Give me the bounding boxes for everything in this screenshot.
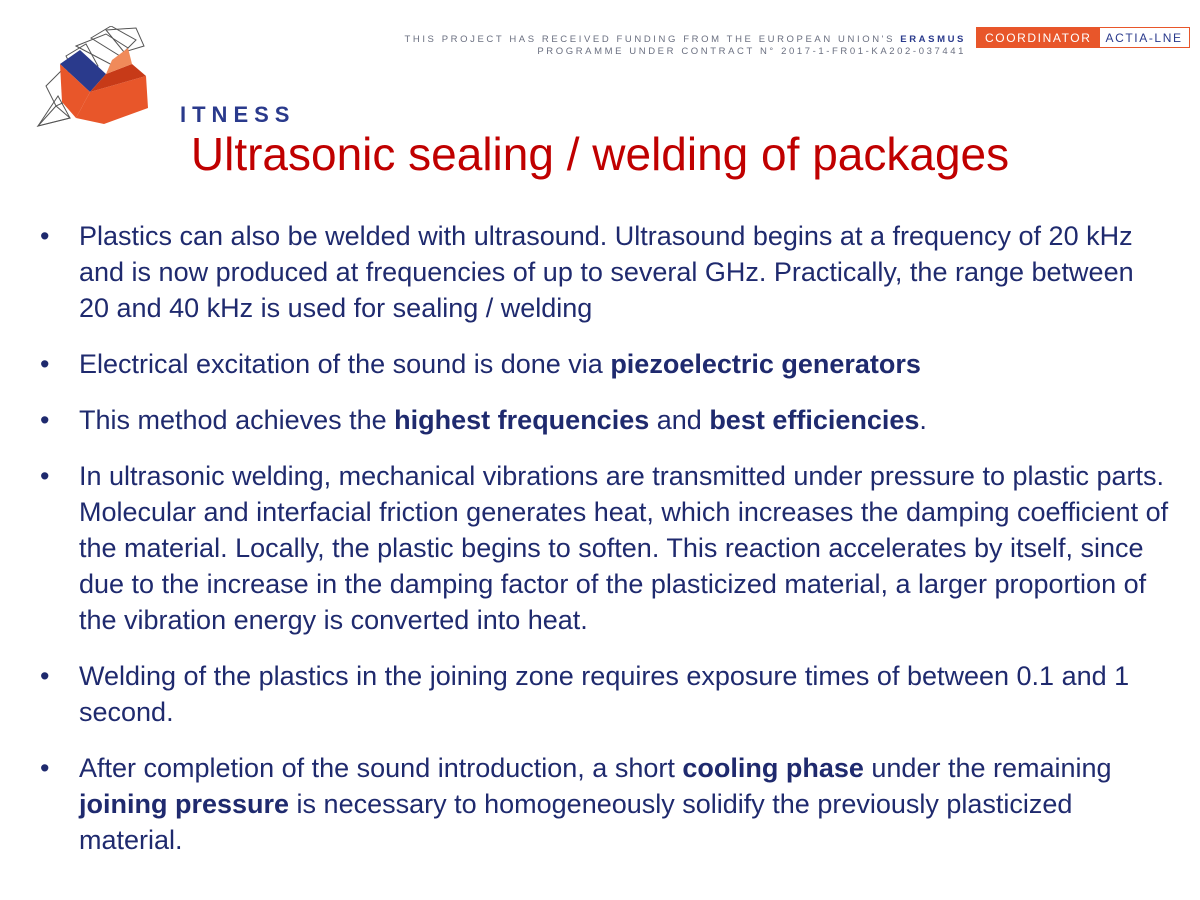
- bullet-text: In ultrasonic welding, mechanical vibrations are transmitted under pressure to plastic parts. Molecular and interfacial friction generates heat, which increases the damping coefficient of the material. Locally, the plastic begins to soften. This reaction accelerates by itself, since due to the increase in the damping factor of the plasticized material, a larger proportion of the vibration energy is converted into heat.: [79, 461, 1169, 635]
- bullet-emphasis: piezoelectric generators: [610, 349, 921, 379]
- bullet-list: [40, 218, 1170, 878]
- bullet-text: and: [649, 405, 710, 435]
- bullet-text: Welding of the plastics in the joining zone requires exposure times of between 0.1 and 1 second.: [79, 661, 1130, 727]
- bullet-text: After completion of the sound introduction, a short: [79, 753, 683, 783]
- fitness-logo: [36, 26, 296, 136]
- bullet-item: [40, 458, 1170, 638]
- bullet-marker: •: [40, 661, 50, 691]
- bullet-item: [40, 402, 1170, 438]
- bullet-text: Electrical excitation of the sound is done via: [79, 349, 611, 379]
- bullet-emphasis: joining pressure: [79, 789, 290, 819]
- bullet-item: [40, 750, 1170, 858]
- bullet-item: [40, 346, 1170, 382]
- coordinator-name: ACTIA-LNE: [1100, 28, 1189, 47]
- bullet-emphasis: cooling phase: [682, 753, 864, 783]
- slide-title: Ultrasonic sealing / welding of packages: [190, 128, 1010, 180]
- funding-programme-name: ERASMUS: [900, 34, 966, 45]
- funding-line-1: [404, 34, 966, 46]
- bullet-marker: •: [40, 221, 50, 251]
- logo-letter: F: [153, 102, 169, 127]
- bullet-marker: •: [40, 349, 50, 379]
- funding-notice: [404, 34, 966, 58]
- bullet-marker: •: [40, 753, 50, 783]
- bullet-item: [40, 218, 1170, 326]
- coordinator-badge: [976, 27, 1190, 48]
- book-origami-icon: [36, 26, 166, 136]
- funding-line-2: PROGRAMME UNDER CONTRACT N° 2017-1-FR01-KA202-037441: [537, 46, 966, 57]
- bullet-text: .: [919, 405, 927, 435]
- bullet-emphasis: highest frequencies: [394, 405, 650, 435]
- bullet-marker: •: [40, 461, 50, 491]
- logo-wordmark: ITNESS: [180, 102, 296, 127]
- bullet-emphasis: best efficiencies: [709, 405, 920, 435]
- bullet-item: [40, 658, 1170, 730]
- bullet-text: under the remaining: [863, 753, 1112, 783]
- bullet-marker: •: [40, 405, 50, 435]
- coordinator-label: COORDINATOR: [977, 28, 1100, 47]
- bullet-text: is necessary to homogeneously solidify the previously plasticized material.: [79, 789, 1073, 855]
- bullet-text: This method achieves the: [79, 405, 395, 435]
- bullet-text: Plastics can also be welded with ultrasound. Ultrasound begins at a frequency of 20 kHz and is now produced at frequencies of up to several GHz. Practically, the range between 20 and 40 kHz is used for sealing / welding: [79, 221, 1134, 323]
- funding-line-1-text: THIS PROJECT HAS RECEIVED FUNDING FROM THE EUROPEAN UNION'S: [404, 34, 896, 45]
